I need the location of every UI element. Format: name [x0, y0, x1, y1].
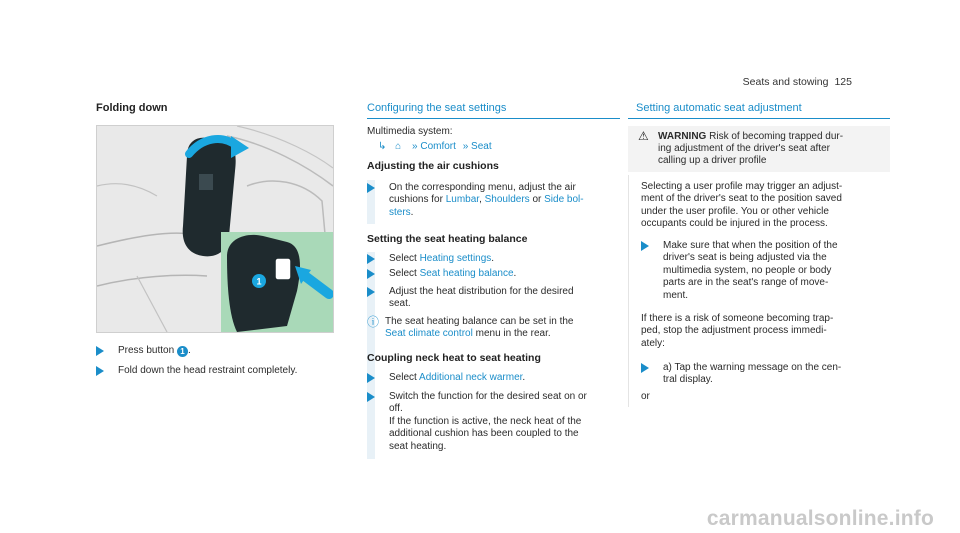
step-make-sure	[641, 240, 838, 302]
headrest-illustration	[96, 125, 334, 333]
side-bolsters-link[interactable]: Side bol-	[544, 194, 584, 206]
side-bolsters-link-cont[interactable]: sters	[389, 206, 411, 218]
step-text: off.	[389, 403, 403, 415]
step-text: a) Tap the warning message on the cen-	[663, 362, 842, 373]
warning-body	[628, 175, 891, 407]
folding-down-title: Folding down	[96, 102, 168, 114]
heating-balance-heading: Setting the seat heating balance	[367, 233, 528, 245]
warning-box	[628, 126, 890, 172]
info-icon: ⓘ	[367, 315, 380, 329]
title-rule	[628, 118, 890, 119]
step-text: multimedia system, no people or body	[663, 264, 832, 276]
or-text: or	[641, 391, 650, 402]
sep: ,	[479, 194, 482, 206]
step-tap-warning	[641, 362, 841, 387]
step-press-button	[96, 345, 191, 357]
step-text: Select	[389, 253, 417, 264]
step-text: driver's seat is being adjusted via the	[663, 252, 827, 264]
step-text: If the function is active, the neck heat of the	[389, 415, 582, 427]
configuring-title: Configuring the seat settings	[367, 102, 507, 114]
section-title: Seats and stowing	[742, 76, 829, 88]
step-arrow-icon	[367, 183, 375, 193]
body-text: ment of the driver's seat to the position saved	[641, 193, 842, 205]
step-select-neck	[367, 372, 525, 384]
step-arrow-icon	[367, 392, 375, 402]
step-select-heating	[367, 253, 494, 265]
sep: .	[513, 268, 517, 279]
warning-text: ing adjustment of the driver's seat after	[658, 143, 830, 154]
chevron-right-icon: »	[412, 141, 418, 152]
automatic-adjustment-title: Setting automatic seat adjustment	[636, 102, 802, 114]
step-air-cushions	[367, 182, 584, 219]
step-fold-down	[96, 365, 297, 377]
image-callout-1: 1	[256, 276, 262, 287]
seat-climate-control-link[interactable]: Seat climate control	[385, 328, 473, 340]
step-arrow-icon	[367, 373, 375, 383]
step-arrow-icon	[367, 269, 375, 279]
sep: .	[410, 206, 414, 218]
step-arrow-icon	[96, 346, 104, 356]
watermark: carmanualsonline.info	[706, 506, 934, 530]
body-text: under the user profile. You or other vehicle	[641, 205, 829, 217]
lumbar-link[interactable]: Lumbar	[445, 194, 480, 206]
nav-path	[378, 141, 492, 153]
step-arrow-icon	[367, 287, 375, 297]
step-text: cushions for	[389, 194, 443, 206]
sep: .	[522, 372, 526, 383]
heating-settings-link[interactable]: Heating settings	[419, 253, 492, 264]
body-text: occupants could be injured in the process.	[641, 218, 828, 230]
step-text: Make sure that when the position of the	[663, 240, 838, 251]
page-number: 125	[834, 76, 852, 88]
step-arrow-icon	[641, 241, 649, 251]
air-cushions-heading: Adjusting the air cushions	[367, 160, 499, 172]
seat-heating-balance-link[interactable]: Seat heating balance	[419, 268, 514, 279]
step-text: seat.	[389, 298, 411, 310]
body-text: Selecting a user profile may trigger an adjust-	[641, 181, 843, 192]
headrest-drawing	[97, 126, 333, 332]
home-icon[interactable]: ⌂	[395, 141, 402, 152]
page-header	[743, 76, 852, 88]
step-text: ment.	[663, 289, 689, 301]
step-select-balance	[367, 268, 516, 280]
warning-paragraph	[641, 181, 842, 231]
step-text: Fold down the head restraint completely.	[118, 365, 298, 376]
step-arrow-icon	[367, 254, 375, 264]
step-text: Adjust the heat distribution for the desired	[389, 286, 574, 297]
note-text: The seat heating balance can be set in the	[385, 316, 574, 327]
step-text: tral display.	[663, 374, 713, 386]
warning-text: calling up a driver profile	[658, 155, 767, 166]
step-punct: .	[187, 345, 191, 356]
note-text: menu in the rear.	[475, 328, 551, 340]
sep: or	[532, 194, 542, 206]
title-rule	[367, 118, 620, 119]
trap-paragraph	[641, 313, 833, 350]
path-label: Multimedia system:	[367, 126, 453, 137]
step-text: Press button	[118, 345, 175, 356]
body-text: If there is a risk of someone becoming trap-	[641, 313, 834, 324]
step-text: Select	[389, 268, 417, 279]
warning-triangle-icon: ⚠	[638, 129, 649, 143]
info-note	[367, 316, 573, 341]
additional-neck-warmer-link[interactable]: Additional neck warmer	[419, 372, 523, 383]
step-text: seat heating.	[389, 440, 447, 452]
step-text: parts are in the seat's range of move-	[663, 277, 829, 289]
step-text: Select	[389, 372, 417, 383]
step-text: Switch the function for the desired seat on or	[389, 391, 587, 402]
button-number-badge: 1	[177, 346, 188, 357]
step-arrow-icon	[96, 366, 104, 376]
step-switch-function	[367, 391, 587, 453]
body-text: ped, stop the adjustment process immedi-	[641, 325, 827, 337]
body-text: ately:	[641, 337, 665, 349]
chevron-right-icon: »	[462, 141, 469, 152]
step-text: additional cushion has been coupled to the	[389, 428, 579, 440]
path-comfort[interactable]: Comfort	[420, 141, 456, 152]
step-arrow-icon	[641, 363, 649, 373]
path-seat[interactable]: Seat	[471, 141, 492, 152]
warning-label: WARNING	[658, 131, 707, 142]
neck-heat-heading: Coupling neck heat to seat heating	[367, 352, 541, 364]
return-arrow-icon: ↳	[378, 141, 387, 152]
shoulders-link[interactable]: Shoulders	[484, 194, 530, 206]
step-adjust-heat	[367, 286, 574, 311]
sep: .	[491, 253, 495, 264]
warning-text: Risk of becoming trapped dur-	[709, 131, 844, 142]
step-text: On the corresponding menu, adjust the air	[389, 182, 576, 193]
